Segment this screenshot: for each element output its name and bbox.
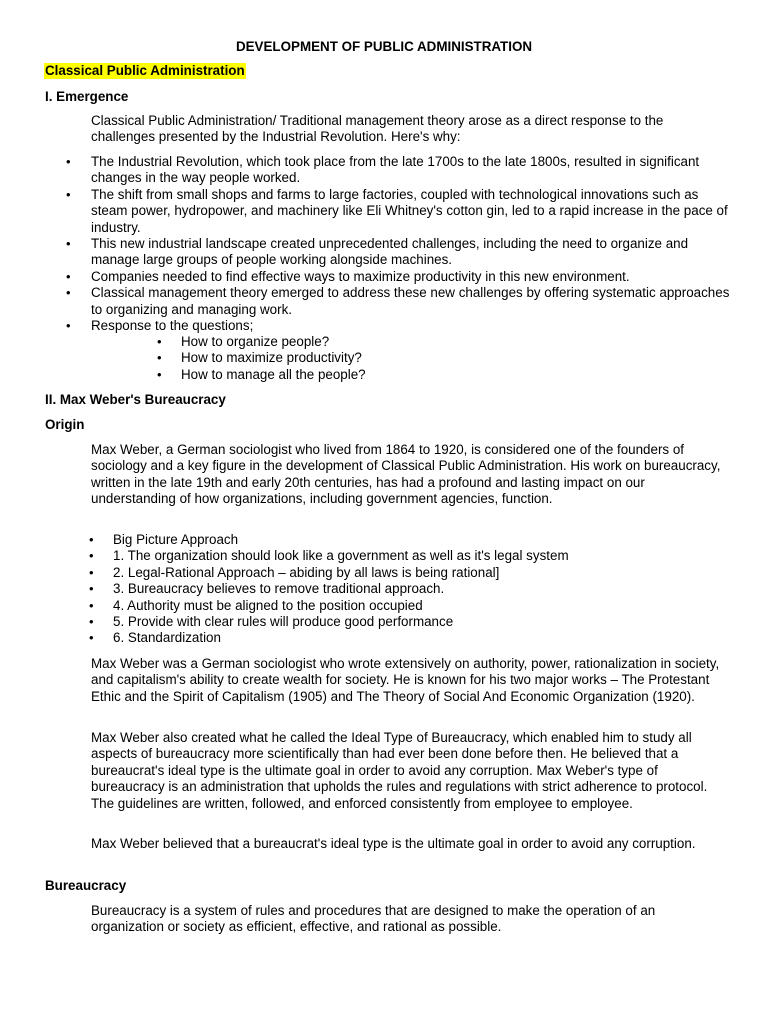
list-item: • This new industrial landscape created unprecedented challenges, including the need to organize and manage large groups of people working alongside machines. bbox=[66, 236, 689, 268]
section-heading-classical: Classical Public Administration bbox=[45, 63, 245, 78]
bullet-icon: • bbox=[89, 630, 94, 646]
questions-bullet-list bbox=[157, 334, 581, 383]
list-item: • The shift from small shops and farms to large factories, coupled with technological innovations such as steam power, hydropower, and machinery like Eli Whitney's cotton gin, led to a rapid increase in the pace of industry. bbox=[66, 186, 728, 235]
bullet-icon: • bbox=[89, 597, 94, 613]
bureaucracy-paragraph: Bureaucracy is a system of rules and procedures that are designed to make the operation of an organization or society as efficient, effective, and rational as possible. bbox=[91, 903, 656, 935]
bullet-icon: • bbox=[89, 581, 94, 597]
bullet-icon: • bbox=[89, 548, 94, 564]
list-item: • 2. Legal-Rational Approach – abiding by all laws is being rational] bbox=[89, 564, 500, 580]
heading-bureaucracy: Bureaucracy bbox=[45, 878, 127, 893]
list-item: • How to organize people? bbox=[157, 334, 330, 349]
list-item: • How to manage all the people? bbox=[157, 366, 366, 382]
bullet-icon: • bbox=[157, 366, 162, 382]
bullet-icon: • bbox=[66, 154, 71, 169]
weber-paragraph-2: Max Weber was a German sociologist who wrote extensively on authority, power, rationalization in society, and capitalism's ability to create wealth for society. He is known for his two major works – The Protestant Ethic and the Spirit of Capitalism (1905) and The Theory of Social And Economic Organization (1920). bbox=[91, 656, 720, 704]
list-item: • 3. Bureaucracy believes to remove traditional approach. bbox=[89, 581, 445, 597]
list-item: • 6. Standardization bbox=[89, 630, 221, 646]
bullet-icon: • bbox=[89, 564, 94, 580]
list-item: • The Industrial Revolution, which took place from the late 1700s to the late 1800s, resulted in significant changes in the way people worked. bbox=[66, 154, 700, 186]
list-item: • Big Picture Approach bbox=[89, 532, 239, 547]
list-item: • Companies needed to find effective ways to maximize productivity in this new environment. bbox=[66, 268, 630, 284]
list-item: • Classical management theory emerged to address these new challenges by offering systematic approaches to organizing and managing work. bbox=[66, 285, 730, 317]
list-item: • 4. Authority must be aligned to the position occupied bbox=[89, 597, 423, 613]
list-item: • Response to the questions; bbox=[66, 318, 254, 334]
bullet-icon: • bbox=[66, 236, 71, 252]
heading-emergence: I. Emergence bbox=[45, 89, 129, 104]
bullet-icon: • bbox=[89, 614, 94, 630]
emergence-bullet-list bbox=[66, 154, 731, 334]
list-item: • 5. Provide with clear rules will produce good performance bbox=[89, 614, 454, 630]
bullet-icon: • bbox=[66, 186, 71, 202]
bullet-icon: • bbox=[157, 334, 162, 349]
bullet-icon: • bbox=[157, 350, 162, 366]
bullet-icon: • bbox=[66, 318, 71, 334]
list-item: • 1. The organization should look like a government as well as it's legal system bbox=[89, 548, 569, 564]
weber-paragraph-3: Max Weber also created what he called the Ideal Type of Bureaucracy, which enabled him to study all aspects of bureaucracy more scientifically than had ever been done before then. He believed that a bureaucrat's ideal type is the ultimate goal in order to avoid any corruption. Max Weber's type of bureaucracy is an administration that upholds the rules and regulations with strict adherence to protocol. The guidelines are written, followed, and enforced consistently from employee to employee. bbox=[91, 730, 708, 811]
weber-paragraph-4: Max Weber believed that a bureaucrat's ideal type is the ultimate goal in order to avoid any corruption. bbox=[91, 836, 696, 851]
bullet-icon: • bbox=[66, 285, 71, 301]
heading-origin: Origin bbox=[45, 417, 85, 432]
list-item: • How to maximize productivity? bbox=[157, 350, 362, 366]
emergence-intro: Classical Public Administration/ Traditional management theory arose as a direct response to the challenges presented by the Industrial Revolution. Here's why: bbox=[91, 113, 664, 145]
heading-weber-bureaucracy: II. Max Weber's Bureaucracy bbox=[45, 392, 226, 407]
document-title: DEVELOPMENT OF PUBLIC ADMINISTRATION bbox=[235, 39, 533, 54]
weber-points-list bbox=[89, 532, 713, 647]
bullet-icon: • bbox=[89, 532, 94, 547]
origin-paragraph: Max Weber, a German sociologist who lived from 1864 to 1920, is considered one of the founders of sociology and a key figure in the development of Classical Public Administration. His work on bureaucracy, written in the late 19th and early 20th centuries, has had a profound and lasting impact on our understanding of how organizations, including government agencies, function. bbox=[91, 442, 721, 507]
bullet-icon: • bbox=[66, 268, 71, 284]
